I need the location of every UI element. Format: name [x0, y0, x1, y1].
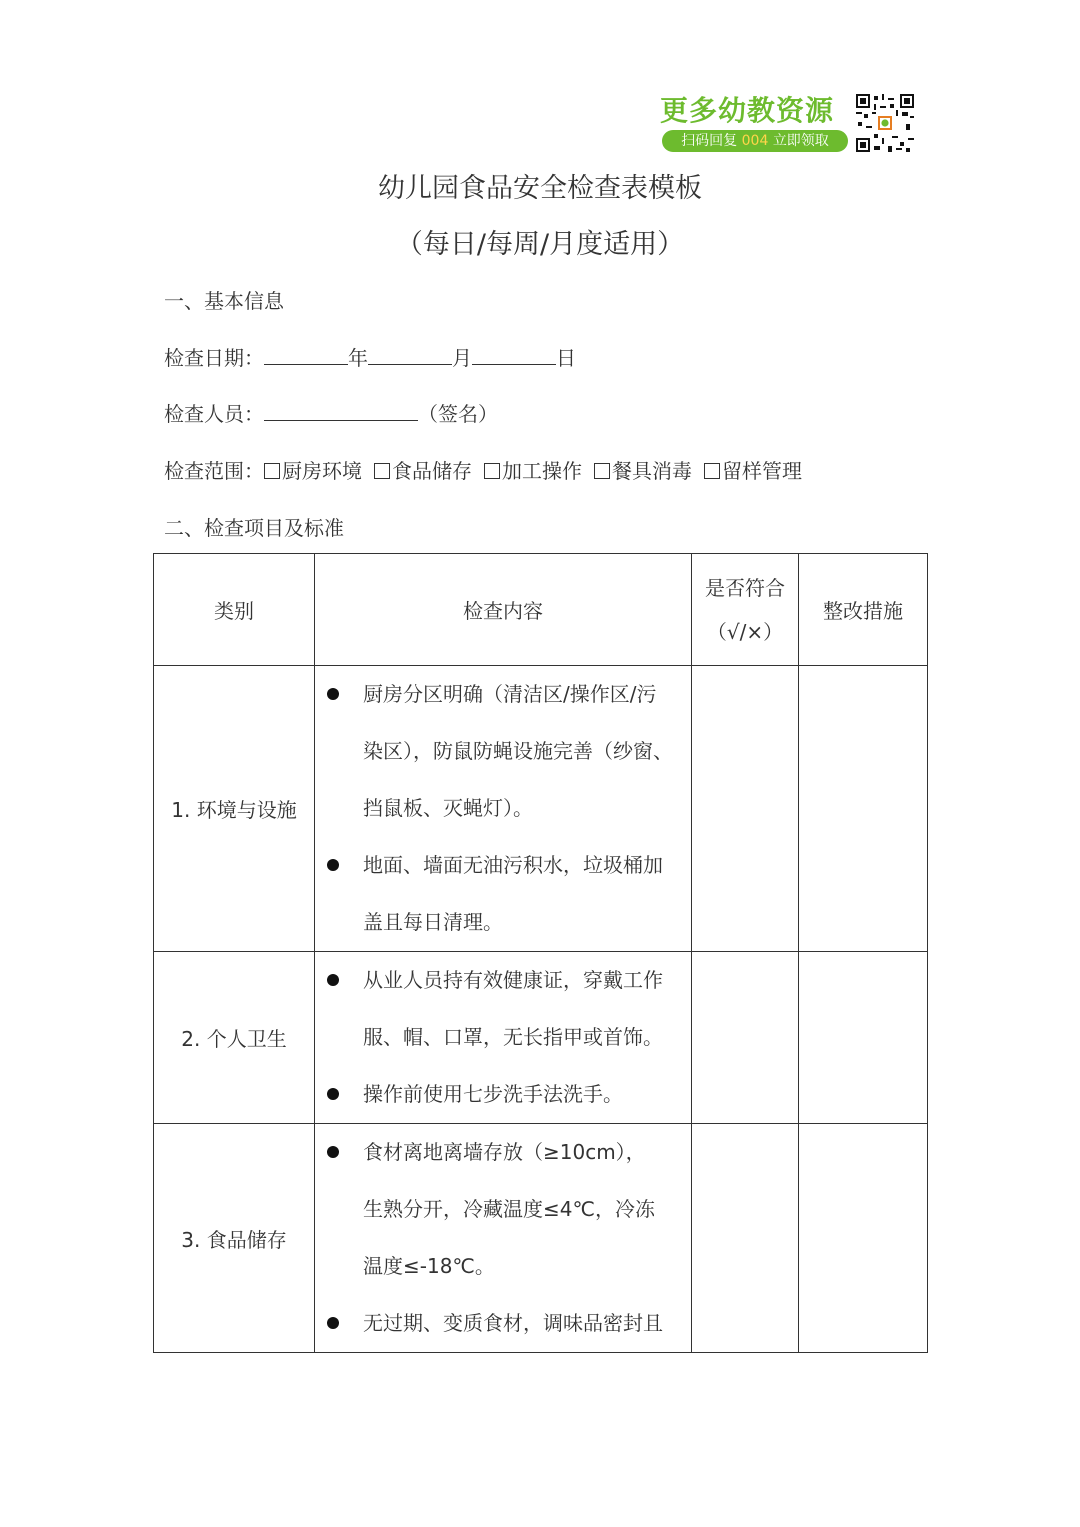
banner-subtitle-pre: 扫码回复: [681, 133, 738, 149]
checkbox-icon: [374, 463, 390, 479]
table-header-row: [154, 554, 928, 666]
header-content: 检查内容: [315, 554, 692, 666]
scope-option-processing[interactable]: 加工操作: [484, 459, 582, 483]
category-cell: 3. 食品储存: [154, 1124, 315, 1353]
content-cell: [315, 1124, 692, 1353]
month-blank[interactable]: [368, 344, 452, 365]
action-cell[interactable]: [799, 1124, 928, 1353]
scope-option-storage[interactable]: 食品储存: [374, 459, 472, 483]
check-item-line: 服、帽、口罩，无长指甲或首饰。: [363, 1025, 663, 1049]
header-conform: [692, 554, 799, 666]
check-item-line: 盖且每日清理。: [363, 910, 503, 934]
day-blank[interactable]: [472, 344, 556, 365]
banner-subtitle: [662, 130, 848, 152]
date-label: 检查日期：: [164, 346, 264, 370]
section-heading-basic-info: 一、基本信息: [164, 289, 284, 313]
scope-label: 检查范围：: [164, 459, 264, 483]
scope-option-kitchen[interactable]: 厨房环境: [264, 459, 362, 483]
check-item-line: 生熟分开，冷藏温度≤4℃，冷冻: [363, 1197, 655, 1221]
document-title: 幼儿园食品安全检查表模板: [378, 173, 702, 204]
action-cell[interactable]: [799, 952, 928, 1124]
year-blank[interactable]: [264, 344, 348, 365]
checkbox-icon: [594, 463, 610, 479]
check-item-line: 挡鼠板、灭蝇灯）。: [363, 796, 533, 820]
checkbox-icon: [704, 463, 720, 479]
table-row: [154, 952, 928, 1124]
check-item: [315, 666, 681, 837]
content-cell: [315, 666, 692, 952]
banner-subtitle-code: 004: [741, 133, 769, 149]
conform-cell[interactable]: [692, 1124, 799, 1353]
check-item-line: 食材离地离墙存放（≥10cm），: [363, 1140, 646, 1164]
document-subtitle: （每日/每周/月度适用）: [395, 229, 685, 260]
check-item: [315, 1124, 681, 1295]
bullet-icon: [327, 859, 339, 871]
inspector-blank[interactable]: [264, 400, 418, 421]
action-cell[interactable]: [799, 666, 928, 952]
scope-option-disinfection[interactable]: 餐具消毒: [594, 459, 692, 483]
year-label: 年: [348, 346, 368, 370]
banner-subtitle-post: 立即领取: [772, 133, 829, 149]
inspection-table: [153, 553, 928, 1353]
conform-cell[interactable]: [692, 952, 799, 1124]
check-item-line: 温度≤-18℃。: [363, 1254, 495, 1278]
table-row: [154, 666, 928, 952]
header-action: 整改措施: [799, 554, 928, 666]
inspection-date-row: [164, 342, 576, 371]
checkbox-icon: [484, 463, 500, 479]
checkbox-icon: [264, 463, 280, 479]
promo-banner[interactable]: [660, 94, 916, 156]
check-item: [315, 837, 681, 951]
inspector-label: 检查人员：: [164, 402, 264, 426]
content-cell: [315, 952, 692, 1124]
category-cell: 1. 环境与设施: [154, 666, 315, 952]
check-item: [315, 952, 681, 1066]
month-label: 月: [452, 346, 472, 370]
bullet-icon: [327, 1317, 339, 1329]
check-item-line: 从业人员持有效健康证，穿戴工作: [363, 968, 663, 992]
signature-note: （签名）: [418, 402, 498, 426]
bullet-icon: [327, 688, 339, 700]
check-item-line: 无过期、变质食材，调味品密封且: [363, 1311, 663, 1335]
bullet-icon: [327, 1146, 339, 1158]
check-item: [315, 1066, 681, 1123]
section-heading-check-items: 二、检查项目及标准: [164, 516, 344, 540]
header-conform-line2: （√/×）: [706, 619, 784, 644]
header-conform-line1: 是否符合: [705, 575, 785, 600]
bullet-icon: [327, 974, 339, 986]
category-cell: 2. 个人卫生: [154, 952, 315, 1124]
scope-option-samples[interactable]: 留样管理: [704, 459, 802, 483]
bullet-icon: [327, 1088, 339, 1100]
conform-cell[interactable]: [692, 666, 799, 952]
banner-title: 更多幼教资源: [660, 94, 835, 127]
table-row: [154, 1124, 928, 1353]
check-item-line: 厨房分区明确（清洁区/操作区/污: [363, 682, 657, 706]
qr-code-icon[interactable]: [856, 94, 914, 152]
check-item-line: 染区），防鼠防蝇设施完善（纱窗、: [363, 739, 673, 763]
inspector-row: [164, 398, 498, 427]
check-item-line: 操作前使用七步洗手法洗手。: [363, 1082, 623, 1106]
check-item: [315, 1295, 681, 1352]
header-category: 类别: [154, 554, 315, 666]
day-label: 日: [556, 346, 576, 370]
scope-row: [164, 455, 802, 484]
check-item-line: 地面、墙面无油污积水，垃圾桶加: [363, 853, 663, 877]
